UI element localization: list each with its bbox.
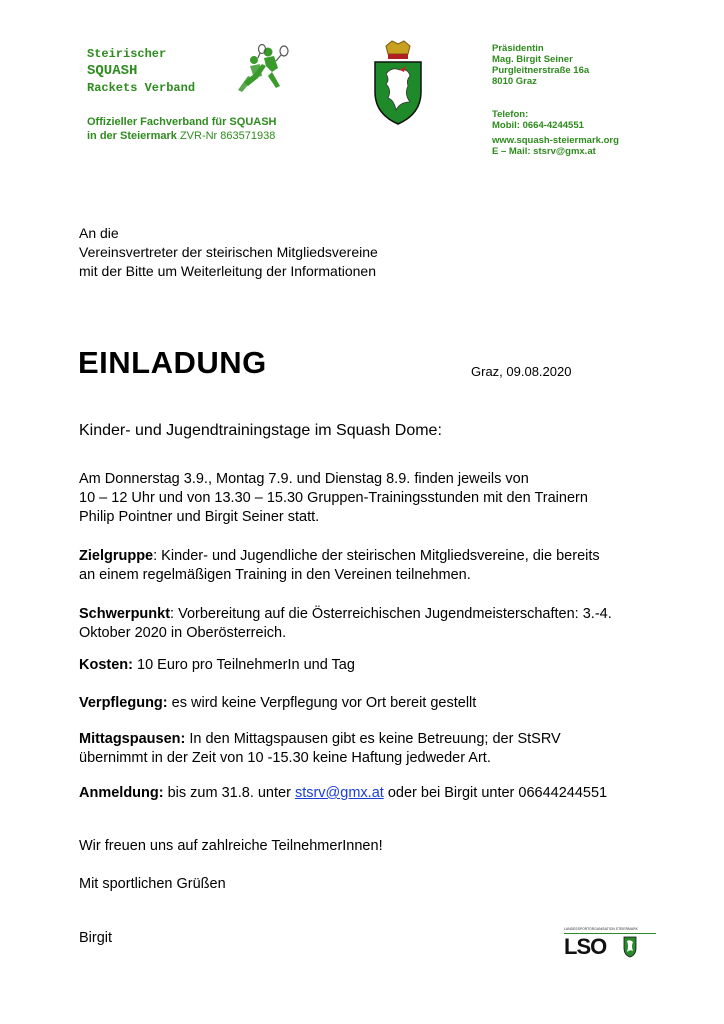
zvr-number: ZVR-Nr 863571938 — [179, 130, 276, 142]
zielgruppe-label: Zielgruppe — [79, 548, 154, 564]
verpflegung-paragraph: Verpflegung: es wird keine Verpflegung vor Ort bereit gestellt — [79, 695, 477, 711]
contact-email: E – Mail: stsrv@gmx.at — [492, 146, 596, 157]
verpflegung-label: Verpflegung: — [79, 695, 168, 711]
mittagspausen-label: Mittagspausen: — [79, 731, 186, 747]
contact-website: www.squash-steiermark.org — [492, 135, 619, 146]
schwerpunkt-label: Schwerpunkt — [79, 606, 171, 622]
contact-name: Mag. Birgit Seiner — [492, 54, 573, 65]
mittagspausen-paragraph: Mittagspausen: In den Mittagspausen gibt es keine Betreuung; der StSRV übernimmt in der Zeit von 10 -15.30 keine Haftung jedweder Art. — [79, 731, 561, 766]
lso-small-text: LANDESSPORTORGANISATION STEIERMARK — [564, 927, 638, 931]
org-name — [87, 46, 195, 97]
styria-crest-icon — [370, 40, 426, 126]
address-line: An die — [79, 225, 119, 241]
greeting-line: Mit sportlichen Grüßen — [79, 876, 226, 892]
intro-paragraph: Am Donnerstag 3.9., Montag 7.9. und Dienstag 8.9. finden jeweils von 10 – 12 Uhr und von 13.30 – 15.30 Gruppen-Trainingsstunden mit den Trainern Philip Pointner und Birgit Seiner statt. — [79, 471, 588, 525]
kosten-paragraph: Kosten: 10 Euro pro TeilnehmerIn und Tag — [79, 657, 355, 673]
org-name-line3: Rackets Verband — [87, 81, 196, 95]
lso-text: LSO — [564, 934, 607, 958]
signature: Birgit — [79, 930, 113, 946]
contact-role: Präsidentin — [492, 43, 544, 54]
contact-city: 8010 Graz — [492, 76, 537, 87]
email-link[interactable]: stsrv@gmx.at — [294, 785, 384, 801]
org-name-line2: SQUASH — [87, 63, 138, 79]
address-line: mit der Bitte um Weiterleitung der Informationen — [79, 263, 376, 279]
zielgruppe-paragraph: Zielgruppe: Kinder- und Jugendliche der steirischen Mitgliedsvereine, die bereits an einem regelmäßigen Training in den Vereinen teilnehmen. — [79, 548, 600, 583]
anmeldung-label: Anmeldung: — [79, 785, 164, 801]
official-federation-text — [87, 115, 276, 143]
document-date: Graz, 09.08.2020 — [471, 364, 572, 379]
squash-players-logo — [218, 42, 294, 98]
kosten-label: Kosten: — [79, 657, 133, 673]
document-subtitle: Kinder- und Jugendtrainingstage im Squash Dome: — [79, 422, 442, 439]
document-title: EINLADUNG — [78, 345, 267, 380]
address-line: Vereinsvertreter der steirischen Mitgliedsvereine — [79, 244, 378, 260]
closing-line: Wir freuen uns auf zahlreiche TeilnehmerInnen! — [79, 838, 383, 854]
schwerpunkt-paragraph: Schwerpunkt: Vorbereitung auf die Österreichischen Jugendmeisterschaften: 3.-4. Oktober 2020 in Oberösterreich. — [79, 606, 612, 641]
contact-phone-label: Telefon: — [492, 109, 529, 120]
lso-logo — [562, 924, 658, 958]
recipient-address — [79, 224, 378, 281]
contact-street: Purgleitnerstraße 16a — [492, 65, 590, 76]
contact-mobile: Mobil: 0664-4244551 — [492, 120, 584, 131]
contact-block — [492, 43, 619, 157]
official-line1: Offizieller Fachverband für SQUASH — [87, 116, 277, 128]
anmeldung-paragraph: Anmeldung: bis zum 31.8. unter stsrv@gmx.at oder bei Birgit unter 06644244551 — [79, 785, 608, 801]
org-name-line1: Steirischer — [87, 47, 167, 61]
official-line2: in der Steiermark ZVR-Nr 863571938 — [87, 130, 276, 142]
